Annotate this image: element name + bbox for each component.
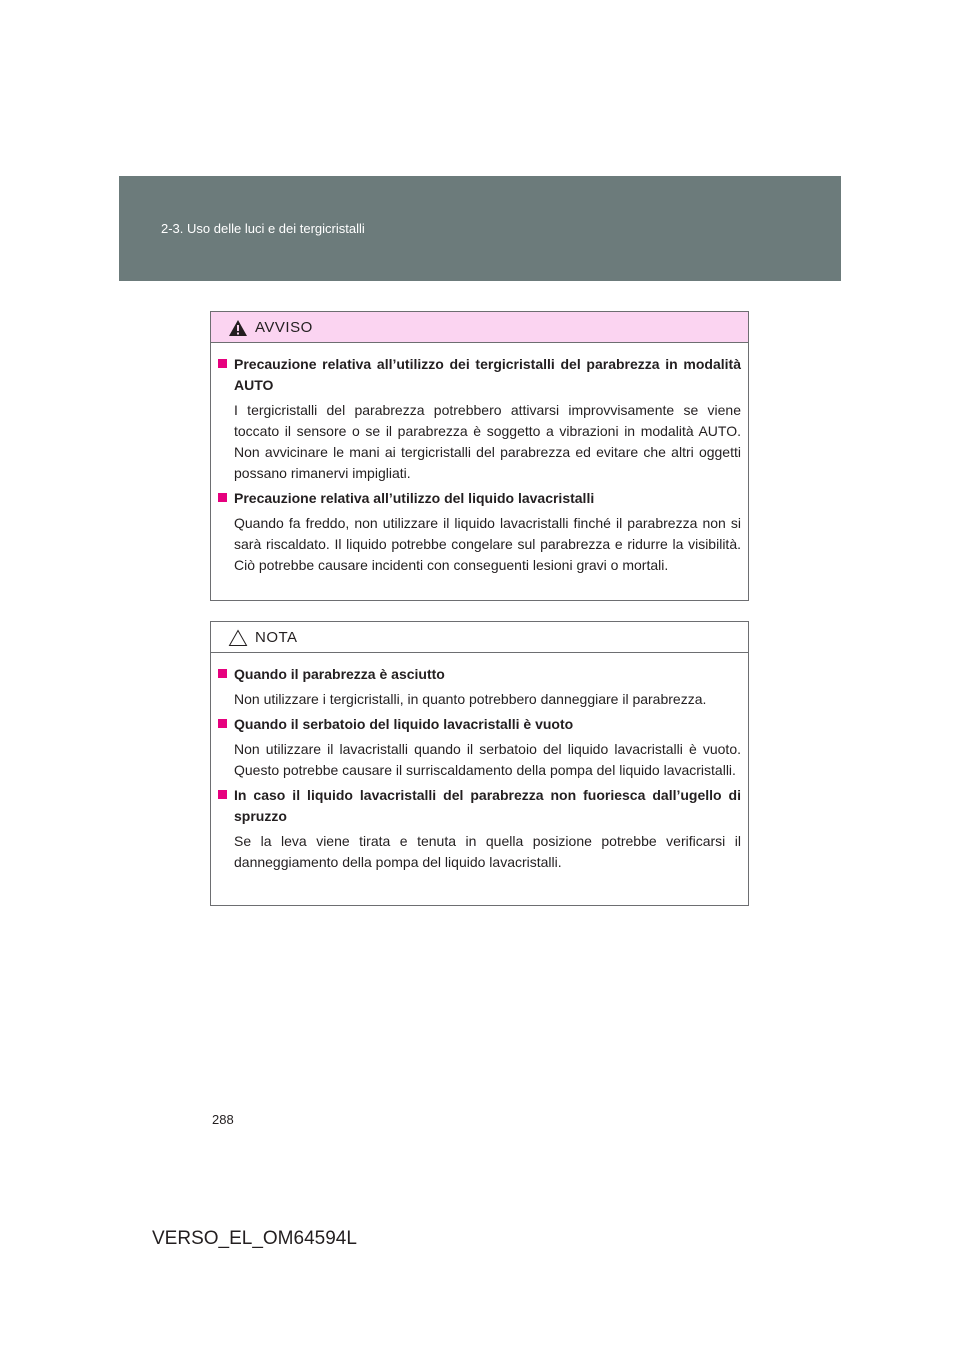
square-bullet-icon bbox=[218, 359, 227, 368]
warning-item-text: Quando fa freddo, non utilizzare il liquido lavacristalli finché il parabrezza non si sarà riscaldato. Il liquido potrebbe congelare sul parabrezza e ridurre la visibilità. Ciò potrebbe causare incidenti con conseguenti lesioni gravi o mortali. bbox=[234, 515, 741, 573]
section-title: 2-3. Uso delle luci e dei tergicristalli bbox=[161, 221, 365, 236]
note-box bbox=[210, 621, 749, 906]
warning-triangle-icon bbox=[228, 319, 248, 337]
note-item-text: Se la leva viene tirata e tenuta in quella posizione potrebbe verificarsi il danneggiamento della pompa del liquido lavacristalli. bbox=[234, 833, 741, 870]
note-item-heading: Quando il parabrezza è asciutto bbox=[234, 666, 445, 682]
note-item bbox=[218, 664, 741, 710]
note-item-text: Non utilizzare il lavacristalli quando il serbatoio del liquido lavacristalli è vuoto. Questo potrebbe causare il surriscaldamento della pompa del liquido lavacristalli. bbox=[234, 741, 741, 778]
square-bullet-icon bbox=[218, 790, 227, 799]
warning-item-heading: Precauzione relativa all’utilizzo dei tergicristalli del parabrezza in modalità AUTO bbox=[234, 356, 741, 393]
note-item bbox=[218, 785, 741, 873]
warning-box bbox=[210, 311, 749, 601]
warning-item-text: I tergicristalli del parabrezza potrebbero attivarsi improvvisamente se viene toccato il sensore o se il parabrezza è soggetto a vibrazioni in modalità AUTO. Non avvicinare le mani ai tergicristalli del parabrezza ed evitare che altri oggetti possano rimanervi impigliati. bbox=[234, 402, 741, 481]
note-item bbox=[218, 714, 741, 781]
warning-item-heading: Precauzione relativa all’utilizzo del liquido lavacristalli bbox=[234, 490, 595, 506]
note-header bbox=[211, 622, 748, 653]
caution-triangle-icon bbox=[228, 629, 248, 647]
square-bullet-icon bbox=[218, 493, 227, 502]
note-item-heading: Quando il serbatoio del liquido lavacristalli è vuoto bbox=[234, 716, 574, 732]
note-item-heading: In caso il liquido lavacristalli del parabrezza non fuoriesca dall’ugello di spruzzo bbox=[234, 787, 741, 824]
note-title: NOTA bbox=[255, 629, 298, 646]
square-bullet-icon bbox=[218, 669, 227, 678]
warning-item bbox=[218, 354, 741, 484]
square-bullet-icon bbox=[218, 719, 227, 728]
header-band bbox=[119, 176, 841, 281]
document-code: VERSO_EL_OM64594L bbox=[152, 1228, 357, 1249]
warning-header bbox=[211, 312, 748, 343]
warning-title: AVVISO bbox=[255, 319, 313, 336]
note-item-text: Non utilizzare i tergicristalli, in quanto potrebbero danneggiare il parabrezza. bbox=[234, 691, 707, 707]
page-number: 288 bbox=[212, 1112, 234, 1127]
warning-item bbox=[218, 488, 741, 576]
